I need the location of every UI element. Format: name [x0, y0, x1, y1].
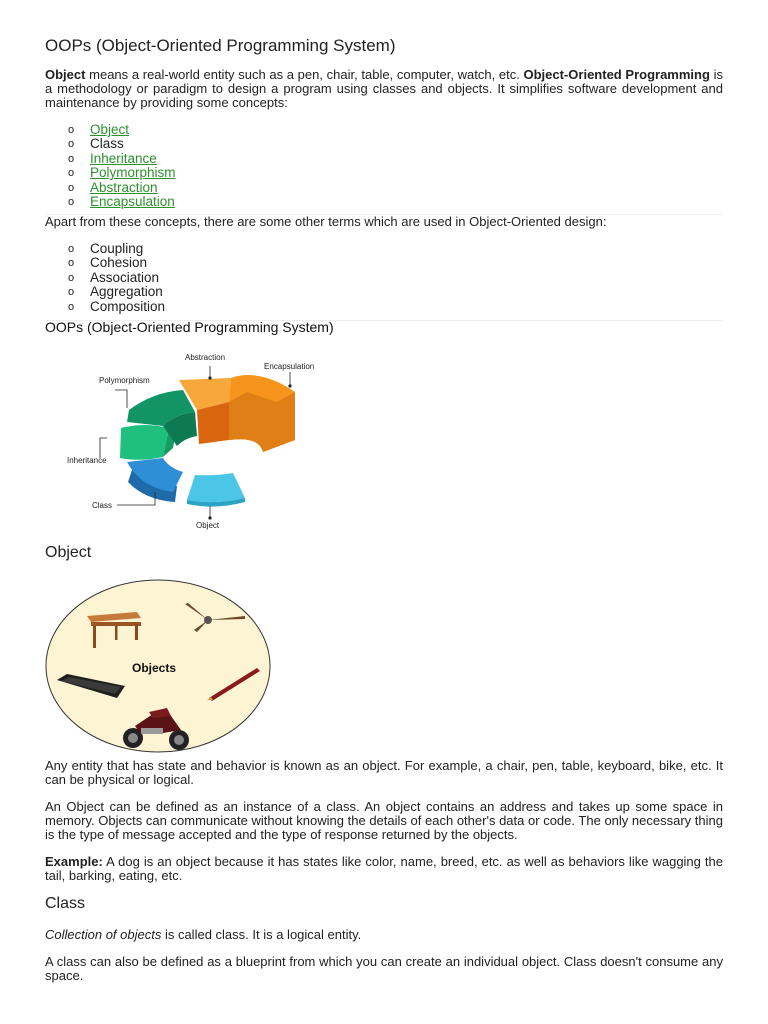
leader-dot [208, 516, 211, 519]
bullet: o [68, 195, 75, 208]
intro-paragraph [45, 68, 723, 110]
intro-term-oop: Object-Oriented Programming [523, 67, 710, 82]
bullet: o [68, 167, 75, 180]
label-encapsulation: Encapsulation [264, 362, 315, 371]
oops-figure-title: OOPs (Object-Oriented Programming System) [45, 319, 334, 335]
section-heading-class: Class [45, 895, 86, 912]
bullet: o [68, 243, 75, 255]
concept-link-polymorphism[interactable]: Polymorphism [90, 165, 176, 181]
section-heading-object: Object [45, 544, 92, 561]
concept-link-object[interactable]: Object [90, 122, 130, 137]
class-emphasis: Collection of objects [45, 927, 162, 942]
concept-link-encapsulation[interactable]: Encapsulation [90, 193, 175, 209]
intro-text-2: is a methodology or paradigm to design a program using classes and objects. It simplifies software development and maintenance by providing some concepts: [45, 67, 723, 110]
term-composition: Composition [90, 298, 166, 314]
concepts-list [45, 123, 176, 209]
list-item [45, 137, 176, 151]
object-example-paragraph [45, 855, 723, 883]
list-item [45, 166, 176, 180]
concept-class: Class [90, 136, 124, 152]
objects-figure [45, 578, 273, 758]
leader-polymorphism [115, 390, 127, 408]
list-item [45, 152, 176, 166]
object-paragraph-2: An Object can be defined as an instance of a class. An object contains an address and takes up some space in memory. Objects can communicate without knowing the details of each other's data or code. The only necessary thing is the type of message accepted and the type of response returned by the objects. [45, 799, 723, 842]
label-inheritance: Inheritance [67, 456, 107, 465]
class-paragraph-1 [45, 928, 723, 942]
class-paragraph-2: A class can also be defined as a blueprint from which you can create an individual object. Class doesn't consume any space. [45, 954, 723, 983]
segment-inheritance [120, 425, 169, 460]
list-item [45, 242, 165, 256]
intro-text-1: means a real-world entity such as a pen, chair, table, computer, watch, etc. [85, 67, 524, 82]
bullet: o [68, 152, 75, 165]
class-paragraph-1-text: is called class. It is a logical entity. [161, 927, 362, 942]
list-item [45, 271, 165, 285]
example-label: Example: [45, 854, 103, 869]
list-item [45, 123, 176, 137]
leader-dot [208, 376, 211, 379]
term-cohesion: Cohesion [90, 255, 148, 271]
objects-label: Objects [132, 661, 177, 675]
oops-donut-diagram [45, 340, 345, 535]
label-abstraction: Abstraction [185, 353, 226, 362]
bullet: o [68, 124, 75, 136]
label-polymorphism: Polymorphism [99, 376, 150, 385]
other-terms-intro: Apart from these concepts, there are some other terms which are used in Object-Oriented design: [45, 214, 607, 229]
segment-encapsulation-front [229, 392, 295, 452]
list-item [45, 256, 165, 270]
term-coupling: Coupling [90, 241, 144, 256]
concept-link-abstraction[interactable]: Abstraction [90, 179, 158, 195]
segment-object [187, 473, 245, 502]
bullet: o [68, 300, 75, 313]
list-item [45, 285, 165, 299]
term-association: Association [90, 269, 160, 285]
list-item [45, 181, 176, 195]
example-text: A dog is an object because it has states like color, name, breed, etc. as well as behaviors like wagging the tail, barking, eating, etc. [45, 854, 723, 883]
list-item [45, 300, 165, 314]
concept-link-inheritance[interactable]: Inheritance [90, 150, 157, 166]
intro-term-object: Object [45, 67, 86, 82]
list-item [45, 195, 176, 209]
page-title: OOPs (Object-Oriented Programming System) [45, 36, 396, 55]
label-object: Object [196, 521, 220, 530]
leader-dot [288, 384, 291, 387]
bullet: o [68, 138, 75, 151]
bullet: o [68, 257, 75, 270]
leader-inheritance [100, 438, 107, 458]
object-paragraph-1: Any entity that has state and behavior is known as an object. For example, a chair, pen, table, keyboard, bike, etc. It can be physical or logical. [45, 758, 723, 787]
bullet: o [68, 181, 75, 194]
bullet: o [68, 286, 75, 299]
label-class: Class [92, 501, 113, 510]
term-aggregation: Aggregation [90, 284, 163, 300]
bullet: o [68, 271, 75, 284]
other-terms-list [45, 242, 165, 314]
